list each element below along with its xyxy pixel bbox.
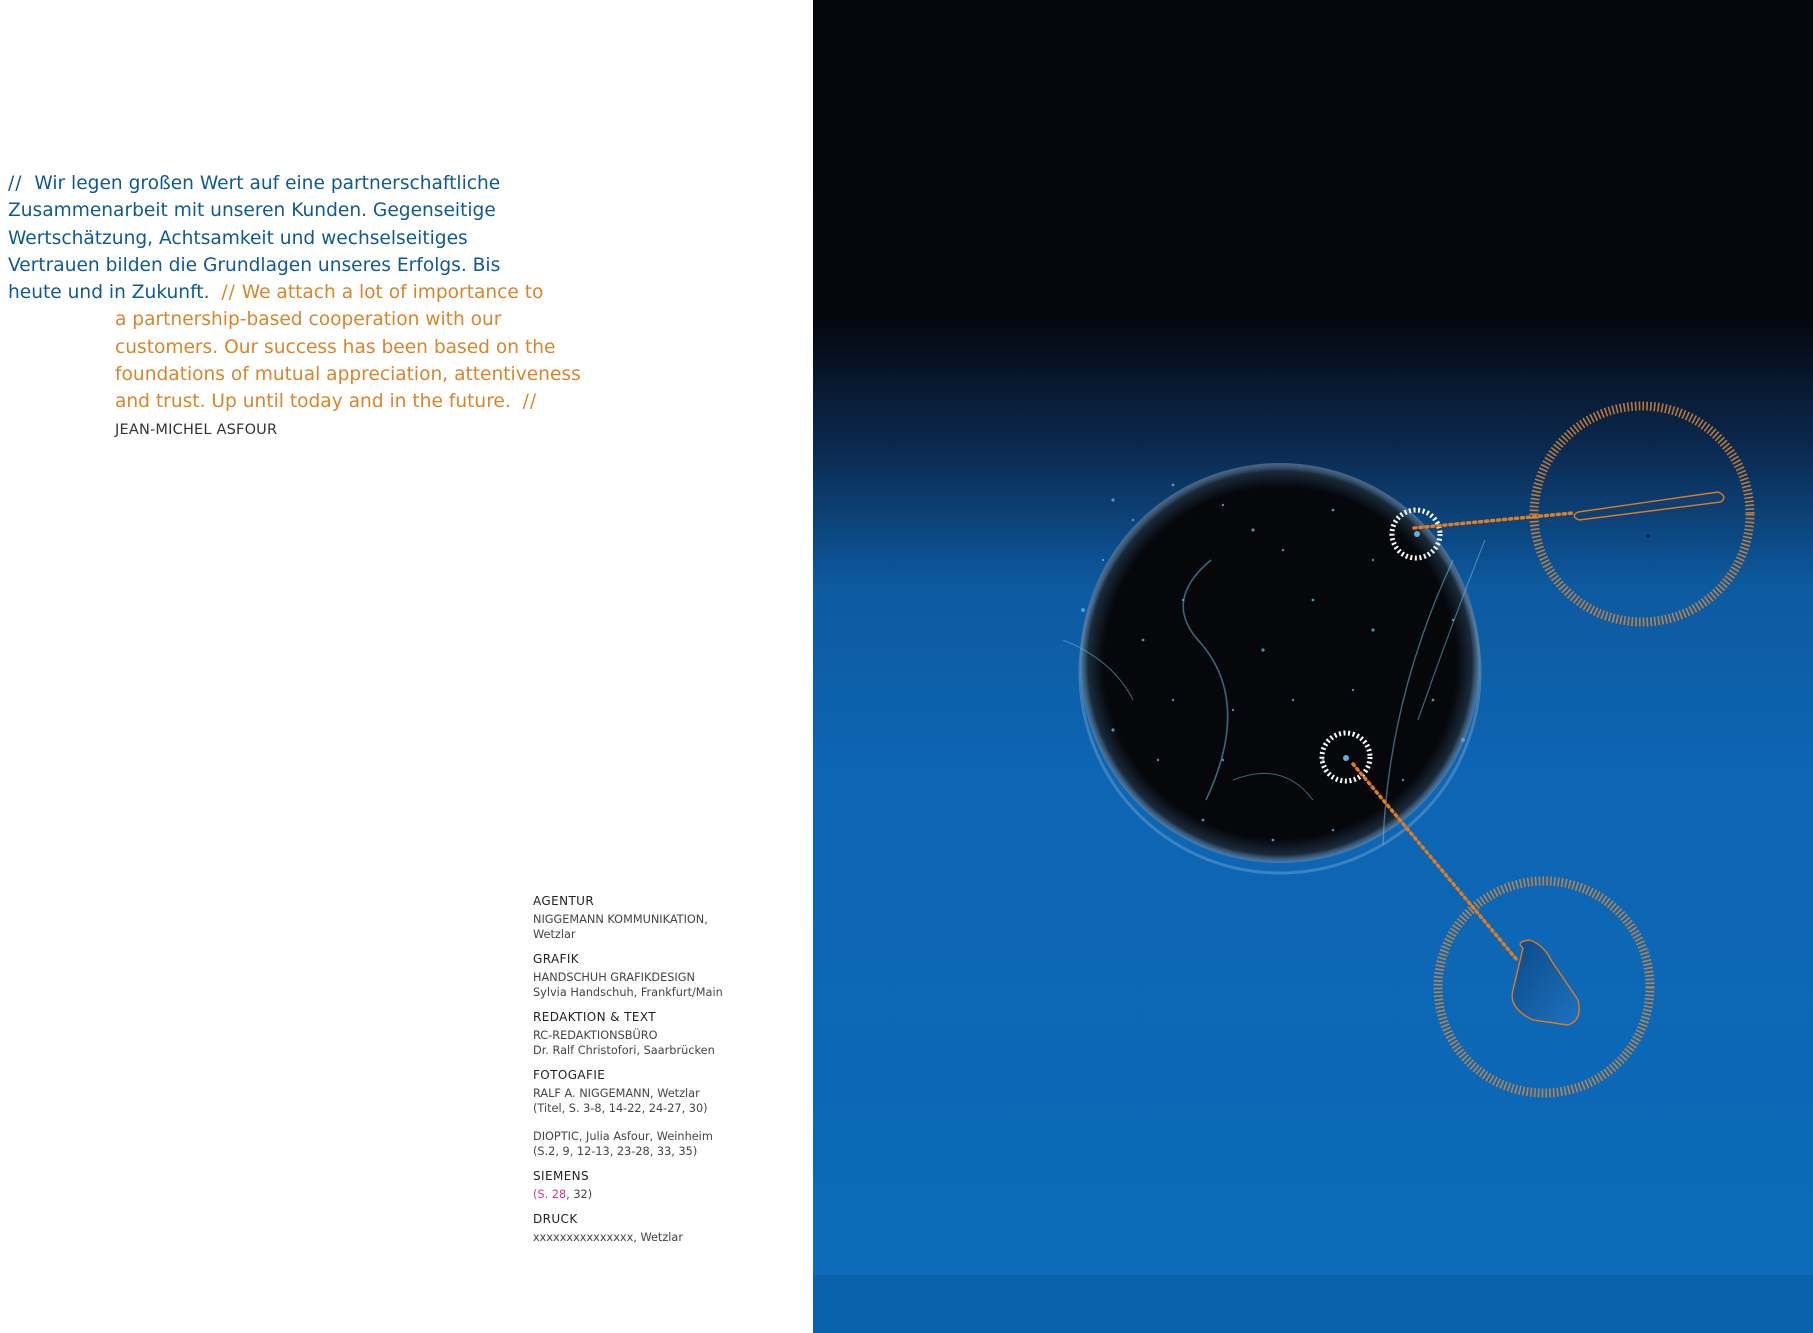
quote-english-line: and trust. Up until today and in the future. // (115, 391, 538, 413)
connector-line-upper (1414, 513, 1573, 528)
credit-body-redaktion: RC-REDAKTIONSBÜRO Dr. Ralf Christofori, Saarbrücken (533, 1029, 715, 1057)
credit-heading-agentur: AGENTUR (533, 894, 595, 908)
connector-line-lower (1353, 764, 1517, 960)
microscope-illustration (813, 0, 1813, 1333)
quote-mark-close: // (522, 391, 538, 413)
quote-mixed-line: heute und in Zukunft. // We attach a lot of importance to (8, 282, 544, 304)
zoom-circle-lower (1438, 881, 1650, 1093)
credit-body-fotografie-1: RALF A. NIGGEMANN, Wetzlar (Titel, S. 3-8, 14-22, 24-27, 30) (533, 1087, 708, 1115)
quote-german-line: Vertrauen bilden die Grundlagen unseres Erfolgs. Bis (8, 254, 501, 276)
credit-heading-fotografie: FOTOGAFIE (533, 1068, 606, 1082)
quote-english-line: customers. Our success has been based on the (115, 336, 556, 358)
credit-body-druck: xxxxxxxxxxxxxxx, Wetzlar (533, 1231, 683, 1244)
quote-german-line: Zusammenarbeit mit unseren Kunden. Gegenseitige (8, 200, 496, 222)
quote-english-line: a partnership-based cooperation with our (115, 309, 502, 331)
left-page (0, 0, 813, 1333)
quote-author: JEAN-MICHEL ASFOUR (115, 422, 278, 438)
credit-body-grafik: HANDSCHUH GRAFIKDESIGN Sylvia Handschuh, Frankfurt/Main (533, 971, 723, 999)
credit-heading-druck: DRUCK (533, 1212, 578, 1226)
credit-body-siemens: (S. 28, 32) (533, 1188, 593, 1201)
quote-german-line: // Wir legen großen Wert auf eine partnerschaftliche (8, 173, 501, 194)
credit-heading-redaktion: REDAKTION & TEXT (533, 1010, 657, 1024)
page-reference-link: (S. 28 (533, 1188, 567, 1201)
credit-body-fotografie-2: DIOPTIC, Julia Asfour, Weinheim (S.2, 9, 12-13, 23-28, 33, 35) (533, 1130, 713, 1158)
credit-body-agentur: NIGGEMANN KOMMUNIKATION, Wetzlar (533, 913, 708, 941)
quote-mark-english-open: // (221, 282, 236, 304)
quote-german-line: Wertschätzung, Achtsamkeit und wechselseitiges (8, 227, 468, 249)
quote-mark-open: // (8, 173, 23, 194)
credit-heading-grafik: GRAFIK (533, 952, 580, 966)
irregular-particle (1512, 940, 1579, 1025)
credit-heading-siemens: SIEMENS (533, 1169, 590, 1183)
pull-quote (8, 170, 618, 416)
imprint-credits (533, 894, 803, 1245)
quote-english-line: foundations of mutual appreciation, attentiveness (115, 364, 581, 386)
fiber-particle (1574, 492, 1724, 520)
microscope-photo-page (813, 0, 1813, 1333)
microscope-lens-circle (1080, 463, 1480, 863)
